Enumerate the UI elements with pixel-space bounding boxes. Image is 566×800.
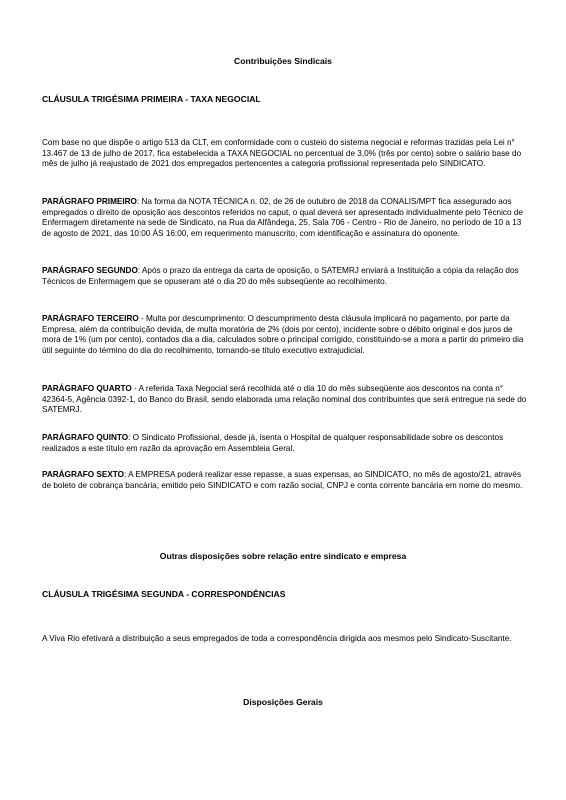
paragraph-quinto — [42, 433, 527, 454]
clause-31-intro: Com base no que dispõe o artigo 513 da CLT, em conformidade com o custeio do sistema negocial e reformas trazidas pela Lei n° 13.467 de 13 de julho de 2017, fica estabelecida a TAXA NEGOCIAL no percentual de 3,0% (três por cento) sobre o salário base do mês de julho já reajustado de 2021 dos empregados pertencentes a categoria profissional representada pelo SINDICATO. — [42, 138, 522, 169]
paragraph-text: : A EMPRESA poderá realizar esse repasse, a suas expensas, ao SINDICATO, no mês de agosto/21, através de boleto de cobrança bancária, emitido pelo SINDICATO e com razão social, CNPJ e conta corrente bancária em nome do mesmo. — [42, 470, 523, 490]
paragraph-segundo — [42, 266, 527, 287]
section-heading-disposicoes-gerais: Disposições Gerais — [243, 697, 323, 707]
paragraph-label: PARÁGRAFO PRIMEIRO — [42, 197, 137, 206]
paragraph-text: : Na forma da NOTA TÉCNICA n. 02, de 26 de outubro de 2018 da CONALIS/MPT fica assegurado aos empregados o direito de oposição aos descontos referidos no caput, o qual deverá ser apresentado individualmente pelo Técnico de Enfermagem diretamente na sede de Sindicato, na Rua da Alfândega, 25, Sala 706 - Centro - Rio de Janeiro, no período de 10 a 13 de agosto de 2021, das 10:00 ÀS 16:00, em requerimento manuscrito, com identificação e assinatura do oponente. — [42, 197, 523, 238]
section-heading-contribuicoes: Contribuições Sindicais — [234, 56, 332, 66]
paragraph-quarto — [42, 384, 527, 416]
paragraph-label: PARÁGRAFO QUINTO — [42, 433, 129, 442]
paragraph-label: PARÁGRAFO SEXTO — [42, 470, 125, 479]
paragraph-label: PARÁGRAFO QUARTO — [42, 384, 132, 393]
section-heading-outras-disposicoes: Outras disposições sobre relação entre sindicato e empresa — [159, 551, 407, 561]
paragraph-text: - Multa por descumprimento: O descumprimento desta cláusula implicará no pagamento, por parte da Empresa, além da contribuição devida, de multa moratória de 2% (dois por cento), incidente sobre o débito original e dos juros de mora de 1% (um por cento), contados dia a dia, calculados sobre o principal corrigido, constituindo-se a mora a partir do primeiro dia útil seguinte do término do dia do recolhimento, tornando-se título executivo extrajudicial. — [42, 314, 524, 355]
clause-32-text: A Viva Rio efetivará a distribuição a seus empregados de toda a correspondência dirigida aos mesmos pelo Sindicato-Suscitante. — [42, 634, 512, 643]
paragraph-sexto — [42, 470, 527, 491]
paragraph-text: - A referida Taxa Negocial será recolhida até o dia 10 do mês subseqüente aos descontos na conta n° 42364-5, Agência 0392-1, do Banco do Brasil, sendo elaborada uma relação nominal dos contribuintes que será entregue na sede do SATEMRJ. — [42, 384, 527, 415]
clause-31-title: CLÁUSULA TRIGÉSIMA PRIMEIRA - TAXA NEGOCIAL — [42, 94, 261, 104]
clause-32-title: CLÁUSULA TRIGÉSIMA SEGUNDA - CORRESPONDÊNCIAS — [42, 589, 286, 599]
paragraph-primeiro — [42, 197, 527, 239]
paragraph-terceiro — [42, 314, 527, 356]
paragraph-label: PARÁGRAFO SEGUNDO — [42, 266, 138, 275]
paragraph-label: PARÁGRAFO TERCEIRO — [42, 314, 139, 323]
paragraph-text: : Após o prazo da entrega da carta de oposição, o SATEMRJ enviará a Instituição a cópia da relação dos Técnicos de Enfermagem que se opuseram até o dia 20 do mês subseqüente ao recolhimento. — [42, 266, 519, 286]
paragraph-text: : O Sindicato Profissional, desde já, isenta o Hospital de qualquer responsabilidade sobre os descontos realizados a este título em razão da aprovação em Assembleia Geral. — [42, 433, 504, 453]
